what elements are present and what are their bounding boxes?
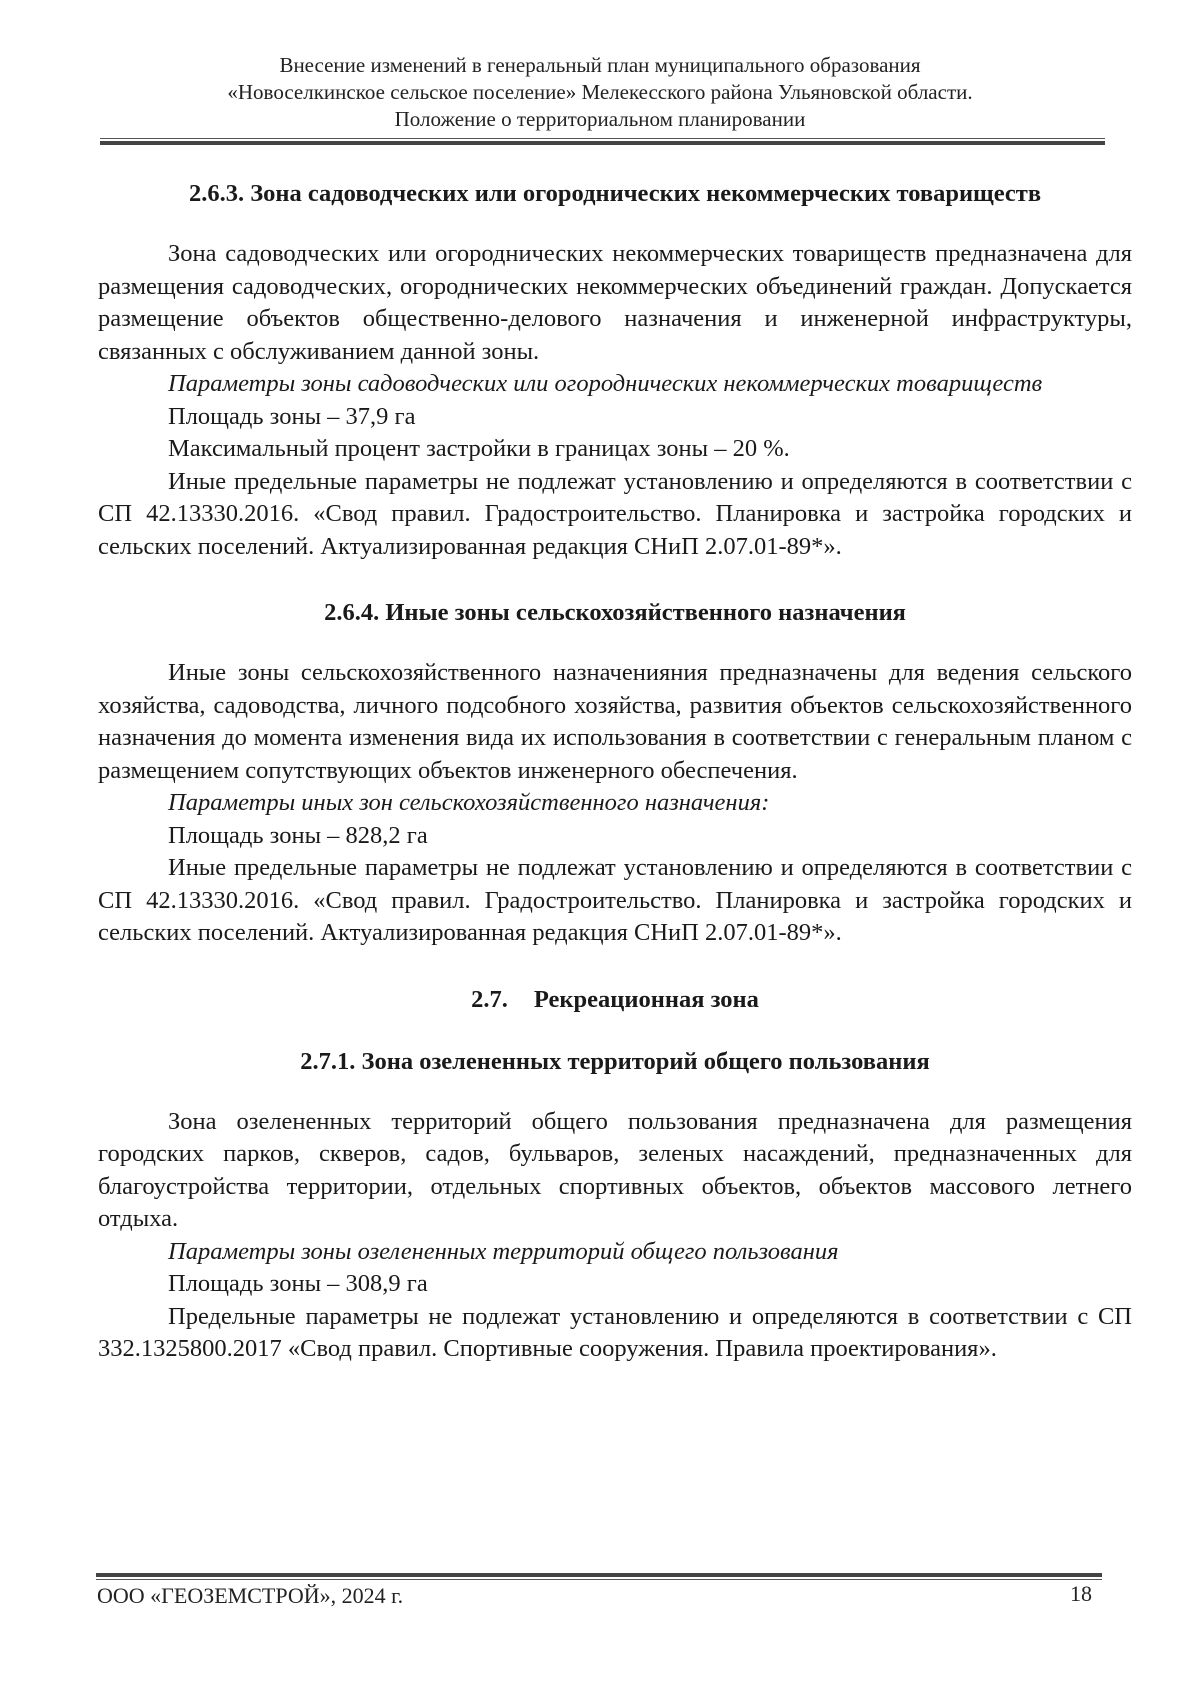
header-line-2: «Новоселкинское сельское поселение» Мелекесского района Ульяновской области. bbox=[227, 80, 973, 104]
header-line-3: Положение о территориальном планировании bbox=[394, 107, 806, 131]
section-2-6-4-params-title: Параметры иных зон сельскохозяйственного назначения: bbox=[168, 789, 770, 816]
footer-company: ООО «ГЕОЗЕМСТРОЙ», 2024 г. bbox=[97, 1583, 404, 1608]
section-2-6-3-max-percent: Максимальный процент застройки в границах зоны – 20 %. bbox=[168, 435, 790, 462]
section-2-6-4-description: Иные зоны сельскохозяйственного назначенияния предназначены для ведения сельского хозяйства, садоводства, личного подсобного хозяйства, развития объектов сельскохозяйственного назначения до момента изменения вида их использования в соответствии с генеральным планом с размещением сопутствующих объектов инженерного обеспечения. bbox=[98, 659, 1132, 784]
section-2-7-1-title: 2.7.1. Зона озелененных территорий общего пользования bbox=[300, 1047, 930, 1075]
header-line-1: Внесение изменений в генеральный план муниципального образования bbox=[279, 53, 921, 77]
section-2-6-3-other-params: Иные предельные параметры не подлежат установлению и определяются в соответствии с СП 42.13330.2016. «Свод правил. Градостроительство. Планировка и застройка городских и сельских поселений. Актуализированная редакция СНиП 2.07.01-89*». bbox=[98, 467, 1132, 560]
section-2-6-3-description: Зона садоводческих или огороднических некоммерческих товариществ предназначена для размещения садоводческих, огороднических некоммерческих объединений граждан. Допускается размещение объектов общественно-делового назначения и инженерной инфраструктуры, связанных с обслуживанием данной зоны. bbox=[98, 240, 1132, 365]
page-body bbox=[98, 178, 1132, 1366]
section-2-7-number: 2.7. bbox=[471, 985, 508, 1013]
section-2-7-1-description: Зона озелененных территорий общего пользования предназначена для размещения городских парков, скверов, садов, бульваров, зеленых насаждений, предназначенных для благоустройства территории, отдельных спортивных объектов, объектов массового летнего отдыха. bbox=[98, 1107, 1132, 1232]
section-2-7-name: Рекреационная зона bbox=[533, 985, 759, 1013]
page-header bbox=[95, 52, 1105, 133]
header-divider bbox=[100, 138, 1105, 145]
section-2-6-3-params-title: Параметры зоны садоводческих или огороднических некоммерческих товариществ bbox=[168, 370, 1043, 397]
section-2-7-1-other-params: Предельные параметры не подлежат установлению и определяются в соответствии с СП 332.1325800.2017 «Свод правил. Спортивные сооружения. Правила проектирования». bbox=[98, 1302, 1132, 1362]
section-2-6-4-area: Площадь зоны – 828,2 га bbox=[168, 821, 428, 849]
section-2-7-1-params-title: Параметры зоны озелененных территорий общего пользования bbox=[168, 1237, 839, 1265]
section-2-6-4-title: 2.6.4. Иные зоны сельскохозяйственного назначения bbox=[324, 599, 906, 626]
page-number: 18 bbox=[1070, 1581, 1092, 1606]
footer-divider bbox=[96, 1573, 1102, 1580]
section-2-6-3-area: Площадь зоны – 37,9 га bbox=[168, 402, 416, 430]
section-2-7-1-area: Площадь зоны – 308,9 га bbox=[168, 1270, 428, 1297]
section-2-6-4-other-params: Иные предельные параметры не подлежат установлению и определяются в соответствии с СП 42.13330.2016. «Свод правил. Градостроительство. Планировка и застройка городских и сельских поселений. Актуализированная редакция СНиП 2.07.01-89*». bbox=[98, 854, 1132, 946]
section-2-6-3-title: 2.6.3. Зона садоводческих или огороднических некоммерческих товариществ bbox=[188, 180, 1042, 207]
section-2-7-title bbox=[98, 984, 1132, 1016]
